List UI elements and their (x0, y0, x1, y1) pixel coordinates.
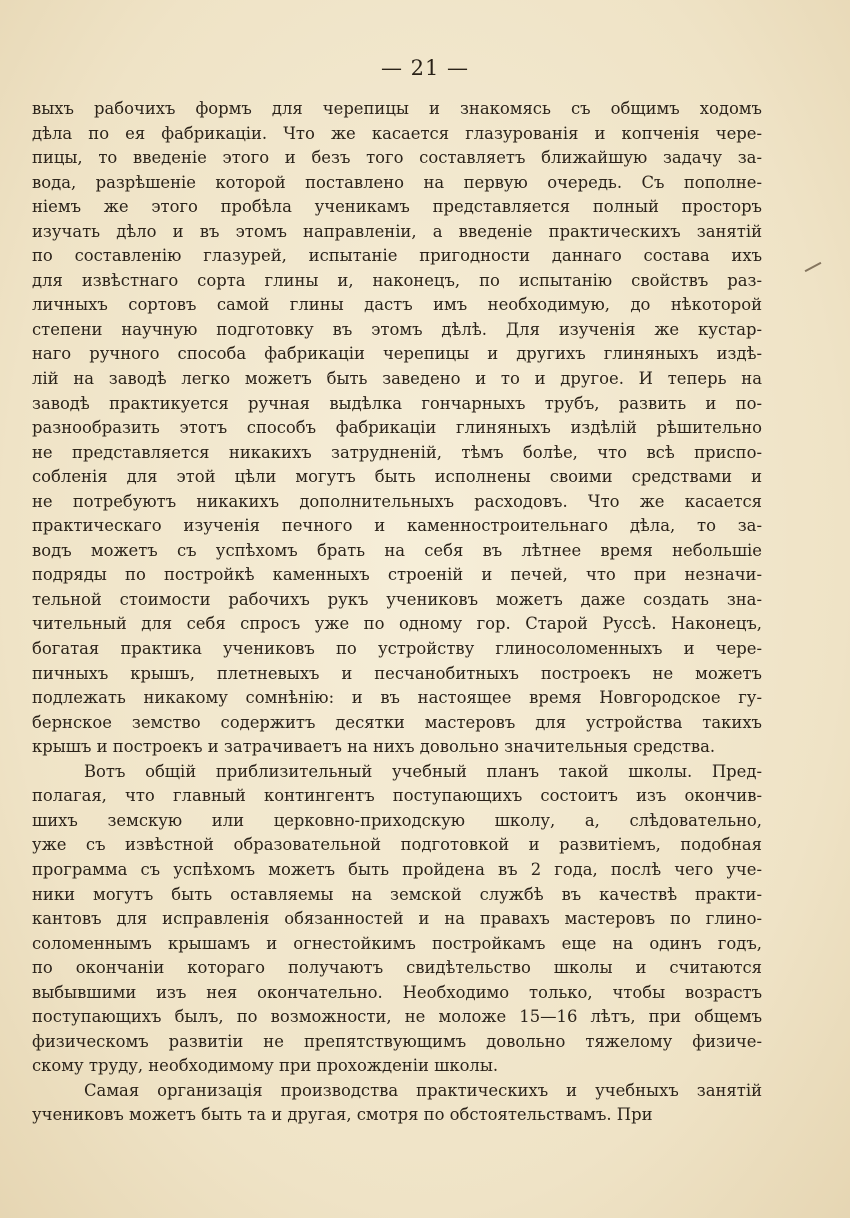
text-line: ники могутъ быть оставляемы на земской службѣ въ качествѣ практи- (32, 884, 762, 904)
text-line: дѣла по ея фабрикаціи. Что же касается глазурованія и копченія чере- (32, 123, 762, 143)
paragraph-3 (32, 1079, 762, 1128)
text-line: не представляется никакихъ затрудненій, тѣмъ болѣе, что всѣ приспо- (32, 442, 762, 462)
text-line: чительный для себя спросъ уже по одному гор. Старой Руссѣ. Наконецъ, (32, 614, 762, 634)
paragraph-1 (32, 97, 762, 760)
text-line: для извѣстнаго сорта глины и, наконецъ, по испытанію свойствъ раз- (32, 270, 762, 290)
text-line: практическаго изученія печного и каменностроительнаго дѣла, то за- (32, 516, 762, 536)
text-line: физическомъ развитіи не препятствующимъ довольно тяжелому физиче- (32, 1031, 762, 1051)
text-line: разнообразить этотъ способъ фабрикаціи глиняныхъ издѣлій рѣшительно (32, 418, 762, 438)
text-line: бернское земство содержитъ десятки мастеровъ для устройства такихъ (32, 712, 762, 732)
text-line: заводѣ практикуется ручная выдѣлка гончарныхъ трубъ, развить и по- (32, 393, 762, 413)
body-text (32, 97, 762, 1128)
text-line: учениковъ можетъ быть та и другая, смотря по обстоятельствамъ. При (32, 1105, 653, 1125)
text-line: ніемъ же этого пробѣла ученикамъ представляется полный просторъ (32, 197, 762, 217)
text-line: подлежать никакому сомнѣнію: и въ настоящее время Новгородское гу- (32, 688, 762, 708)
text-line: по составленію глазурей, испытаніе пригодности даннаго состава ихъ (32, 246, 762, 266)
text-line: изучать дѣло и въ этомъ направленіи, а введеніе практическихъ занятій (32, 221, 762, 241)
text-line: наго ручного способа фабрикаціи черепицы и другихъ глиняныхъ издѣ- (32, 344, 762, 364)
text-line: Самая организація производства практическихъ и учебныхъ занятій (84, 1080, 762, 1100)
text-line: водъ можетъ съ успѣхомъ брать на себя въ лѣтнее время небольшіе (32, 540, 762, 560)
margin-pencil-mark (805, 262, 822, 272)
text-line: не потребуютъ никакихъ дополнительныхъ расходовъ. Что же касается (32, 491, 762, 511)
text-line: крышъ и построекъ и затрачиваетъ на нихъ довольно значительныя средства. (32, 737, 716, 757)
text-line: вода, разрѣшеніе которой поставлено на первую очередь. Съ пополне- (32, 172, 762, 192)
text-line: лій на заводѣ легко можетъ быть заведено и то и другое. И теперь на (32, 369, 762, 389)
text-line: скому труду, необходимому при прохожденіи школы. (32, 1056, 499, 1076)
text-line: собленія для этой цѣли могутъ быть исполнены своими средствами и (32, 467, 762, 487)
text-line: поступающихъ былъ, по возможности, не моложе 15—16 лѣтъ, при общемъ (32, 1007, 762, 1027)
text-line: степени научную подготовку въ этомъ дѣлѣ. Для изученія же кустар- (32, 319, 762, 339)
text-line: выбывшими изъ нея окончательно. Необходимо только, чтобы возрастъ (32, 982, 762, 1002)
text-line: соломеннымъ крышамъ и огнестойкимъ постройкамъ еще на одинъ годъ, (32, 933, 762, 953)
text-line: пичныхъ крышъ, плетневыхъ и песчанобитныхъ построекъ не можетъ (32, 663, 762, 683)
text-line: подряды по постройкѣ каменныхъ строеній и печей, что при незначи- (32, 565, 762, 585)
text-line: уже съ извѣстной образовательной подготовкой и развитіемъ, подобная (32, 835, 762, 855)
text-line: по окончаніи котораго получаютъ свидѣтельство школы и считаются (32, 958, 762, 978)
paragraph-2 (32, 760, 762, 1079)
text-line: шихъ земскую или церковно-приходскую школу, а, слѣдовательно, (32, 810, 762, 830)
text-line: пицы, то введеніе этого и безъ того составляетъ ближайшую задачу за- (32, 148, 762, 168)
text-line: кантовъ для исправленія обязанностей и на правахъ мастеровъ по глино- (32, 909, 762, 929)
text-line: личныхъ сортовъ самой глины дастъ имъ необходимую, до нѣкоторой (32, 295, 762, 315)
text-line: полагая, что главный контингентъ поступающихъ состоитъ изъ окончив- (32, 786, 762, 806)
text-line: программа съ успѣхомъ можетъ быть пройдена въ 2 года, послѣ чего уче- (32, 859, 762, 879)
text-line: выхъ рабочихъ формъ для черепицы и знакомясь съ общимъ ходомъ (32, 99, 762, 118)
text-line: тельной стоимости рабочихъ рукъ учениковъ можетъ даже создать зна- (32, 589, 762, 609)
page-number: — 21 — (380, 56, 470, 80)
text-line: Вотъ общій приблизительный учебный планъ такой школы. Пред- (84, 761, 762, 781)
text-line: богатая практика учениковъ по устройству глиносоломенныхъ и чере- (32, 639, 762, 659)
